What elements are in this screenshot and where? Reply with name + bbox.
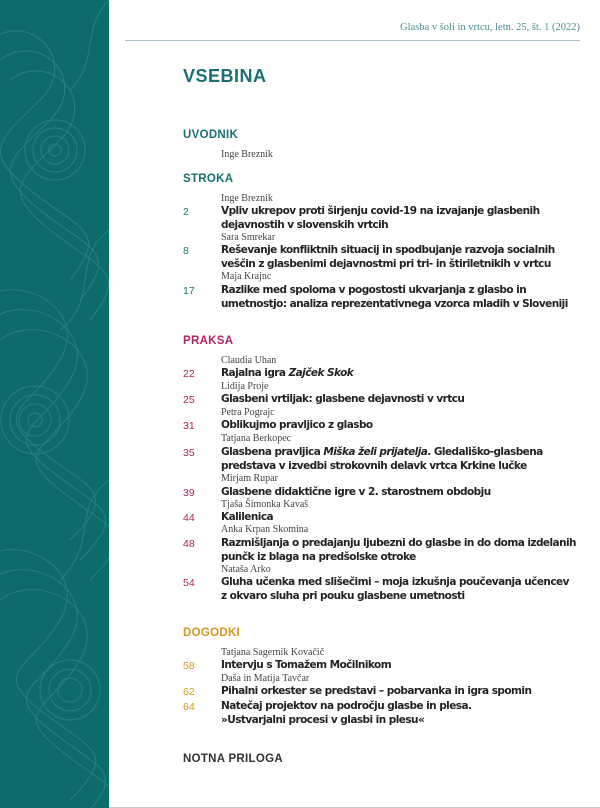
toc-article-title[interactable] bbox=[221, 205, 540, 232]
toc-article-title[interactable] bbox=[221, 244, 555, 271]
toc-title-text: Glasbena pravljica bbox=[221, 446, 324, 458]
toc-title-line: veščin z glasbenimi dejavnostmi pri tri- in štiriletnikih v vrtcu bbox=[221, 257, 551, 270]
section-praksa-heading: PRAKSA bbox=[183, 335, 234, 347]
toc-title-line: dejavnostih v slovenskih vrtcih bbox=[221, 218, 389, 231]
toc-article-title[interactable] bbox=[221, 700, 471, 727]
toc-title-line: umetnostjo: analiza reprezentativnega vzorca mladih v Sloveniji bbox=[221, 297, 568, 310]
toc-author: Mirjam Rupar bbox=[221, 473, 278, 484]
toc-page-number: 64 bbox=[183, 701, 195, 713]
toc-title-italic: Zajček Skok bbox=[288, 367, 354, 379]
toc-title-line: Gluha učenka med slišečimi – moja izkušnja poučevanja učencev bbox=[221, 576, 569, 588]
toc-title-text: . Gledališko-glasbena bbox=[427, 446, 543, 458]
toc-page-number: 8 bbox=[183, 245, 189, 257]
header-divider bbox=[125, 40, 580, 41]
toc-author: Maja Krajnc bbox=[221, 271, 272, 282]
toc-page-number: 17 bbox=[183, 285, 195, 297]
toc-author: Inge Breznik bbox=[221, 193, 273, 204]
toc-article-title[interactable] bbox=[221, 576, 569, 603]
toc-title-line: »Ustvarjalni procesi v glasbi in plesu« bbox=[221, 713, 425, 726]
toc-title-italic: Miška želi prijatelja bbox=[323, 446, 428, 458]
section-notna-priloga-heading: NOTNA PRILOGA bbox=[183, 753, 283, 765]
toc-author: Lidija Proje bbox=[221, 381, 269, 392]
section-dogodki-heading: DOGODKI bbox=[183, 627, 241, 639]
toc-author: Anka Krpan Skomina bbox=[221, 524, 309, 535]
toc-article-title[interactable]: Kalilenica bbox=[221, 511, 274, 523]
toc-author: Claudia Uhan bbox=[221, 355, 277, 366]
toc-article-title[interactable] bbox=[221, 537, 576, 564]
toc-page-number: 2 bbox=[183, 206, 189, 218]
toc-author: Nataša Arko bbox=[221, 564, 271, 575]
toc-author: Daša in Matija Tavčar bbox=[221, 673, 310, 684]
toc-author: Tatjana Sagernik Kovačič bbox=[221, 647, 325, 658]
toc-title-line: Natečaj projektov na področju glasbe in plesa. bbox=[221, 700, 472, 712]
page-title: VSEBINA bbox=[183, 66, 267, 86]
toc-page-number: 44 bbox=[183, 512, 195, 524]
toc-page-number: 25 bbox=[183, 394, 195, 406]
decorative-sidebar bbox=[0, 0, 109, 808]
toc-article-title[interactable] bbox=[221, 284, 568, 311]
toc-article-title[interactable]: Glasbene didaktične igre v 2. starostnem obdobju bbox=[221, 486, 491, 498]
toc-page-number: 39 bbox=[183, 487, 195, 499]
section-stroka-heading: STROKA bbox=[183, 173, 234, 185]
toc-article-title[interactable]: Oblikujmo pravljico z glasbo bbox=[221, 419, 373, 431]
toc-title-line: Reševanje konfliktnih situacij in spodbujanje razvoja socialnih bbox=[221, 244, 555, 256]
toc-page-number: 58 bbox=[183, 660, 195, 672]
toc-author: Tatjana Berkopec bbox=[221, 433, 292, 444]
toc-article-title[interactable]: Pihalni orkester se predstavi – pobarvanka in igra spomin bbox=[221, 685, 532, 697]
toc-author: Petra Pograjc bbox=[221, 407, 275, 418]
toc-page-number: 48 bbox=[183, 538, 195, 550]
toc-article-title[interactable]: Glasbeni vrtiljak: glasbene dejavnosti v vrtcu bbox=[221, 393, 465, 405]
section-uvodnik-heading: UVODNIK bbox=[183, 129, 239, 141]
toc-title-line: Razlike med spoloma v pogostosti ukvarjanja z glasbo in bbox=[221, 284, 527, 296]
toc-article-title[interactable] bbox=[221, 367, 353, 381]
toc-author: Sara Smrekar bbox=[221, 232, 276, 243]
toc-title-line: z okvaro sluha pri pouku glasbene umetnosti bbox=[221, 589, 465, 602]
swirl-pattern bbox=[0, 0, 109, 808]
toc-article-title[interactable]: Intervju s Tomažem Močilnikom bbox=[221, 659, 392, 671]
toc-title-line: punčk iz blaga na predšolske otroke bbox=[221, 550, 416, 563]
toc-page-number: 62 bbox=[183, 686, 195, 698]
toc-page-number: 35 bbox=[183, 447, 195, 459]
toc-author: Tjaša Šimonka Kavaš bbox=[221, 499, 309, 510]
toc-title-line bbox=[221, 446, 543, 460]
toc-page-number: 54 bbox=[183, 577, 195, 589]
journal-header: Glasba v šoli in vrtcu, letn. 25, št. 1 (2022) bbox=[400, 22, 580, 33]
toc-page-number: 22 bbox=[183, 368, 195, 380]
toc-title-text: Rajalna igra bbox=[221, 367, 289, 379]
toc-title-line: Vpliv ukrepov proti širjenju covid-19 na izvajanje glasbenih bbox=[221, 205, 540, 217]
toc-article-title[interactable] bbox=[221, 446, 543, 473]
uvodnik-author: Inge Breznik bbox=[221, 149, 273, 160]
toc-title-line: Razmišljanja o predajanju ljubezni do glasbe in do doma izdelanih bbox=[221, 537, 576, 549]
toc-page-number: 31 bbox=[183, 420, 195, 432]
toc-title-line: predstava v izvedbi strokovnih delavk vrtca Krkine lučke bbox=[221, 459, 527, 472]
